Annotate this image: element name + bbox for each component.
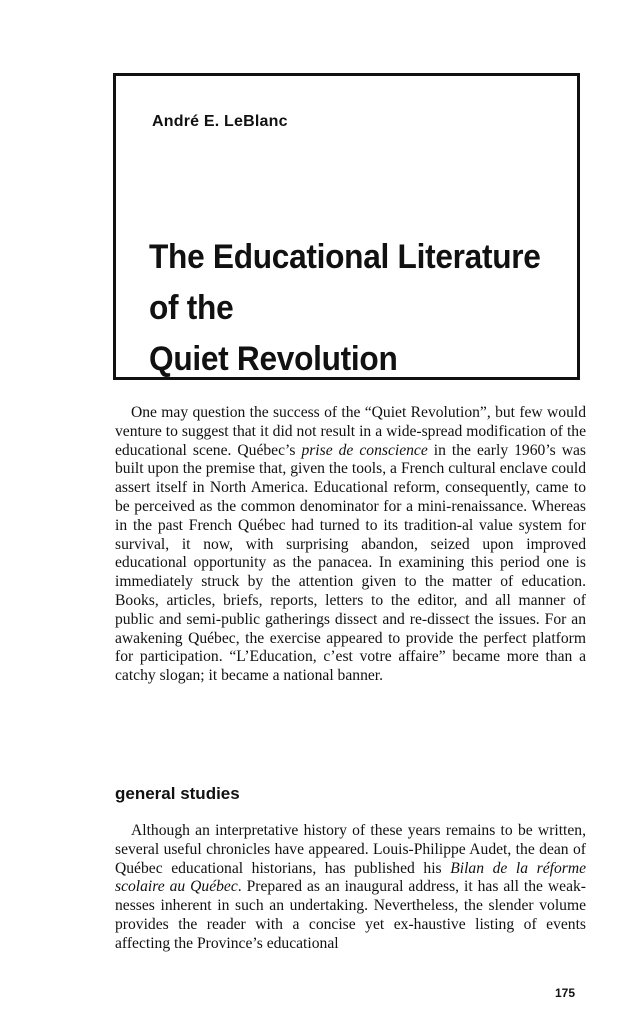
general-studies-text-2: . Prepared as an inaugural address, it has all the weak-nesses inherent in such an undertaking. Nevertheless, the slender volume provides the reader with a concise yet ex-haustive listing of events affecting the Province’s educational xyxy=(115,878,586,952)
intro-italic-phrase: prise de conscience xyxy=(301,441,428,459)
title-line-1: The Educational Literature xyxy=(149,238,541,276)
intro-text-1: One may question the success of the “Quiet Revolution”, but few would venture to suggest that it did not result in a wide-spread modification of the educational scene. Québec’s xyxy=(115,404,586,459)
general-studies-paragraph xyxy=(115,822,586,954)
title-line-2: of the xyxy=(149,289,234,327)
general-studies-text-1: Although an interpretative history of these years remains to be written, several useful chronicles have appeared. Louis-Philippe Audet, the dean of Québec educational historians, has published his xyxy=(115,822,586,877)
intro-text-2: in the early 1960’s was built upon the premise that, given the tools, a French cultural enclave could assert itself in North America. Educational reform, consequently, came to be perceived as the common denominator for a mini-renaissance. Whereas in the past French Québec had turned to its tradition-al value system for survival, it now, with surprising abandon, seized upon improved educational opportunity as the panacea. In examining this period one is immediately struck by the attention given to the matter of education. Books, articles, briefs, reports, letters to the editor, and all manner of public and semi-public gatherings dissect and re-dissect the issues. For an awakening Québec, the exercise appeared to provide the perfect platform for participation. “L’Education, c’est votre affaire” became more than a catchy slogan; it became a national banner. xyxy=(115,441,586,685)
page-number: 175 xyxy=(555,986,576,1000)
title-line-3: Quiet Revolution xyxy=(149,340,398,378)
article-title xyxy=(149,232,541,385)
author-name: André E. LeBlanc xyxy=(152,113,288,130)
book-title: Bilan de la réforme scolaire au Québec xyxy=(115,859,586,896)
intro-paragraph xyxy=(115,404,586,686)
title-box xyxy=(113,73,580,380)
section-heading: general studies xyxy=(115,784,240,803)
